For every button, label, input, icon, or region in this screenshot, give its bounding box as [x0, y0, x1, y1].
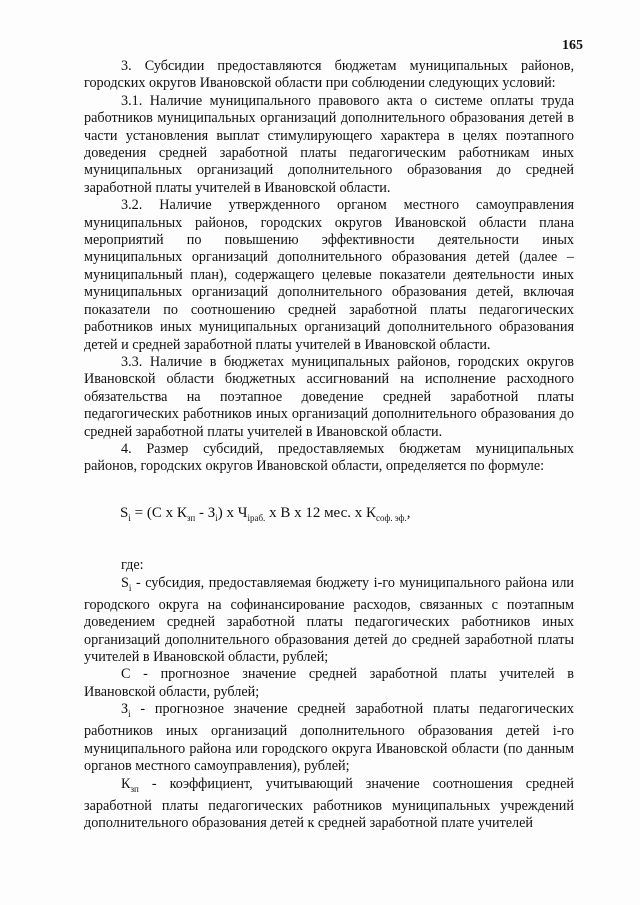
formula-end: ,	[406, 504, 411, 521]
page-number: 165	[562, 38, 583, 53]
paragraph-3-3: 3.3. Наличие в бюджетах муниципальных районов, городских округов Ивановской области бюджетных ассигнований на исполнение расходного обязательства на поэтапное доведение средней заработной платы педагогических работников иных организаций дополнительного образования до средней заработной платы учителей в Ивановской области.	[84, 353, 574, 440]
def-k-symbol: К	[121, 775, 131, 792]
def-s-symbol: S	[121, 574, 129, 591]
def-z-sub: i	[128, 709, 131, 720]
where-label: где:	[121, 557, 144, 574]
document-body	[84, 58, 574, 833]
formula-lhs-sub: i	[128, 512, 131, 523]
formula-ksof-sub: соф. эф.	[376, 512, 407, 523]
formula-part1: = (С х К	[130, 504, 187, 521]
formula-ch-sub: iраб.	[247, 512, 266, 523]
def-k-sub: зп	[130, 783, 139, 794]
formula-k-sub: зп	[186, 512, 196, 523]
definition-s	[84, 575, 574, 667]
paragraph-3-1: 3.1. Наличие муниципального правового акта о системе оплаты труда работников муниципальных организаций дополнительного образования детей в части установления выплат стимулирующего характера в целях поэтапного доведения средней заработной платы педагогическим работникам иных муниципальных организаций дополнительного образования до средней заработной платы учителей в Ивановской области.	[84, 92, 574, 196]
def-z-text: - прогнозное значение средней заработной платы педагогических работников иных организаций дополнительного образования детей i-го муниципального района или городского округа Ивановской области (по данным органов местного самоуправления), рублей;	[84, 701, 574, 775]
paragraph-3: 3. Субсидии предоставляются бюджетам муниципальных районов, городских округов Ивановской области при соблюдении следующих условий:	[84, 58, 574, 92]
formula-z-sub: i	[215, 512, 218, 523]
paragraph-4: 4. Размер субсидий, предоставляемых бюджетам муниципальных районов, городских округов Ивановской области, определяется по формуле:	[84, 440, 574, 475]
subsidy-formula	[84, 505, 574, 527]
def-s-sub: i	[128, 582, 132, 593]
formula-part4: х В х 12 мес. х К	[265, 504, 377, 521]
formula-part2: - З	[195, 504, 216, 521]
paragraph-3-2: 3.2. Наличие утвержденного органом местного самоуправления муниципальных районов, городских округов Ивановской области плана мероприятий по повышению эффективности деятельности иных муниципальных организаций дополнительного образования детей (далее – муниципальный план), содержащего целевые показатели деятельности иных муниципальных организаций дополнительного образования детей, включая показатели по соотношению средней заработной платы педагогических работников иных муниципальных организаций дополнительного образования детей и средней заработной платы учителей в Ивановской области.	[84, 197, 574, 353]
def-z-symbol: З	[121, 701, 129, 718]
definition-k	[84, 776, 574, 833]
def-k-text: - коэффициент, учитывающий значение соотношения средней заработной платы педагогических работников муниципальных учреждений дополнительного образования детей к средней заработной плате учителей	[84, 775, 574, 832]
formula-part3: ) х Ч	[217, 504, 248, 521]
def-s-text: - субсидия, предоставляемая бюджету i-го муниципального района или городского округа на софинансирование расходов, связанных с поэтапным доведением средней заработной платы педагогических работников иных организаций дополнительного образования детей до средней заработной платы учителей в Ивановской области, рублей;	[84, 574, 574, 666]
definition-c: С - прогнозное значение средней заработной платы учителей в Ивановской области, рублей;	[84, 666, 574, 700]
formula-lhs: S	[120, 504, 129, 521]
definition-z	[84, 701, 574, 775]
